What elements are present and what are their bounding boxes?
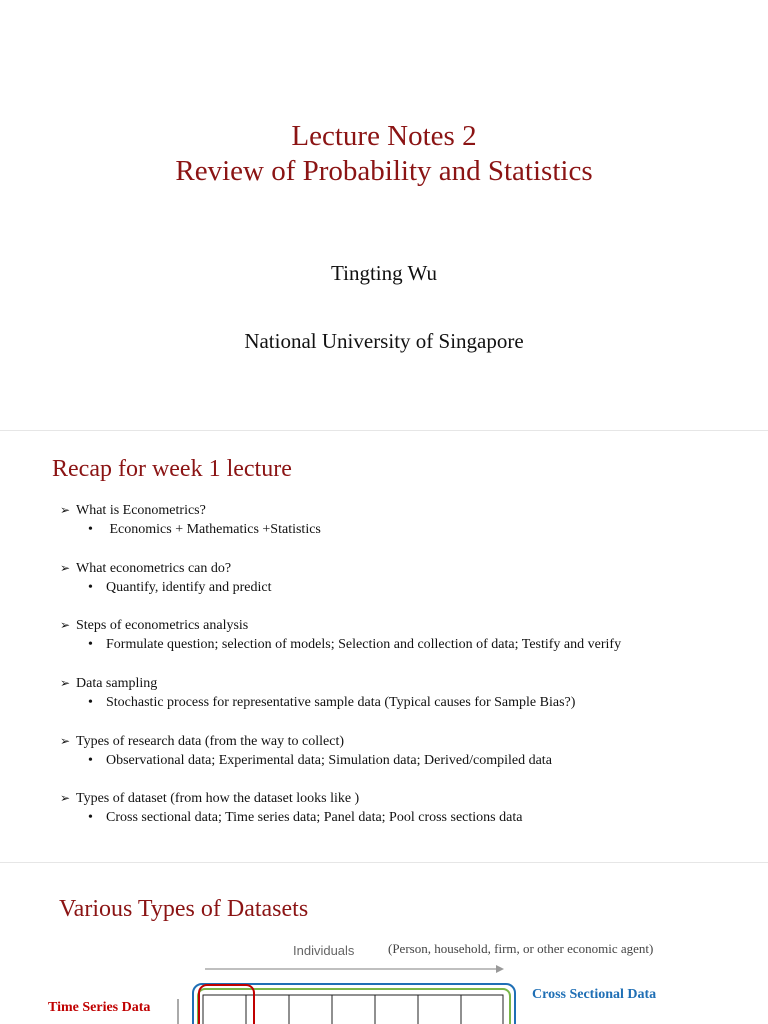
arrow-bullet-icon: ➢ [60,618,71,632]
recap-question-6 [60,791,359,807]
panel-outline [198,989,510,1024]
arrow-head-icon [496,965,504,973]
arrow-bullet-icon: ➢ [60,676,71,690]
institution-name: National University of Singapore [244,329,524,353]
recap-question-5 [60,734,344,750]
lecture-title: Lecture Notes 2 [291,120,477,152]
recap-question-text: What is Econometrics? [76,503,206,518]
cross-sectional-label: Cross Sectional Data [532,987,657,1002]
recap-answer-text: Stochastic process for representative sample data (Typical causes for Sample Bias?) [106,695,576,710]
dot-bullet-icon: • [88,637,93,652]
arrow-bullet-icon: ➢ [60,503,71,517]
recap-question-1 [60,503,206,519]
dot-bullet-icon: • [88,580,93,595]
recap-answer-text: Formulate question; selection of models; Selection and collection of data; Testify and verify [106,637,622,652]
individuals-note: (Person, household, firm, or other economic agent) [388,941,654,956]
arrow-bullet-icon: ➢ [60,561,71,575]
dot-bullet-icon: • [88,810,93,825]
individuals-label: Individuals [293,943,355,958]
recap-question-text: Types of research data (from the way to collect) [76,734,345,749]
recap-heading: Recap for week 1 lecture [52,456,292,482]
arrow-bullet-icon: ➢ [60,791,71,805]
recap-answer-4 [88,695,575,711]
recap-answer-text: Cross sectional data; Time series data; Panel data; Pool cross sections data [106,810,523,825]
recap-answer-text: Economics + Mathematics +Statistics [106,522,321,537]
recap-answer-2 [88,580,271,596]
recap-question-2 [60,561,231,577]
recap-question-3 [60,618,248,634]
data-grid [203,995,503,1024]
datasets-heading: Various Types of Datasets [59,896,309,922]
recap-question-4 [60,676,157,692]
recap-question-text: Data sampling [76,676,158,691]
recap-question-text: What econometrics can do? [76,561,232,576]
dot-bullet-icon: • [88,695,93,710]
recap-question-text: Types of dataset (from how the dataset looks like ) [76,791,360,806]
recap-answer-text: Quantify, identify and predict [106,580,272,595]
dot-bullet-icon: • [88,522,93,537]
dot-bullet-icon: • [88,753,93,768]
recap-answer-text: Observational data; Experimental data; Simulation data; Derived/compiled data [106,753,552,768]
recap-question-text: Steps of econometrics analysis [76,618,249,633]
author-name: Tingting Wu [331,261,437,285]
recap-answer-5 [88,753,552,769]
slide-divider [0,862,768,863]
recap-answer-3 [88,637,621,653]
lecture-subtitle: Review of Probability and Statistics [175,155,593,187]
time-series-label: Time Series Data [48,1000,151,1015]
slide-divider [0,430,768,431]
arrow-bullet-icon: ➢ [60,734,71,748]
recap-answer-6 [88,810,522,826]
recap-answer-1 [88,522,321,538]
